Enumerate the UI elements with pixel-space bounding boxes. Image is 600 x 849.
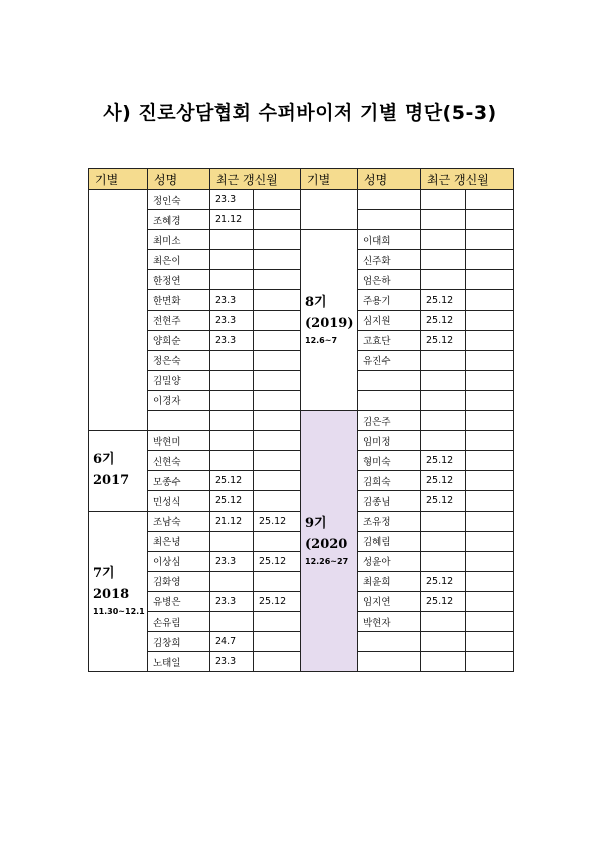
member-name: 한면화 xyxy=(148,290,210,310)
renewal-2 xyxy=(466,652,514,672)
group-cell-g7 xyxy=(89,511,148,672)
group-label: 7기 xyxy=(93,566,115,582)
member-name xyxy=(358,390,421,410)
member-name: 김밀양 xyxy=(148,370,210,390)
renewal-1 xyxy=(210,611,254,631)
renewal-1: 23.3 xyxy=(210,652,254,672)
renewal-1 xyxy=(210,411,254,431)
member-name: 이경자 xyxy=(148,390,210,410)
member-name: 신현숙 xyxy=(148,451,210,471)
renewal-2 xyxy=(466,250,514,270)
page-title: 사) 진로상담협회 수퍼바이저 기별 명단(5-3) xyxy=(103,102,497,124)
renewal-2 xyxy=(466,230,514,250)
group-dates: 11.30~12.1 xyxy=(93,606,145,616)
member-name: 최윤희 xyxy=(358,571,421,591)
group-cell-g8 xyxy=(301,230,358,411)
renewal-1: 25.12 xyxy=(421,310,466,330)
renewal-1: 25.12 xyxy=(421,290,466,310)
renewal-2 xyxy=(254,250,301,270)
renewal-2 xyxy=(466,310,514,330)
renewal-2 xyxy=(466,632,514,652)
renewal-1: 25.12 xyxy=(210,471,254,491)
renewal-1: 23.3 xyxy=(210,591,254,611)
member-name xyxy=(148,411,210,431)
member-name: 김희숙 xyxy=(358,471,421,491)
group-year: 2017 xyxy=(93,472,130,488)
member-name: 주용기 xyxy=(358,290,421,310)
renewal-1: 25.12 xyxy=(421,451,466,471)
header-renewal: 최근 갱신월 xyxy=(210,169,301,190)
renewal-1 xyxy=(210,431,254,451)
member-name: 이대희 xyxy=(358,230,421,250)
renewal-2 xyxy=(254,330,301,350)
renewal-2 xyxy=(254,390,301,410)
renewal-2 xyxy=(466,531,514,551)
renewal-1 xyxy=(210,350,254,370)
group-label: 8기 xyxy=(305,294,327,310)
renewal-1 xyxy=(210,270,254,290)
table-row xyxy=(89,230,514,250)
member-name xyxy=(358,652,421,672)
member-name: 형미숙 xyxy=(358,451,421,471)
renewal-1 xyxy=(421,190,466,210)
renewal-2 xyxy=(466,431,514,451)
renewal-1 xyxy=(210,531,254,551)
renewal-1 xyxy=(421,230,466,250)
renewal-1: 25.12 xyxy=(421,491,466,511)
renewal-2 xyxy=(466,451,514,471)
renewal-1 xyxy=(210,571,254,591)
renewal-1 xyxy=(421,531,466,551)
renewal-1 xyxy=(421,611,466,631)
renewal-2 xyxy=(466,571,514,591)
renewal-1 xyxy=(421,411,466,431)
member-name: 조유정 xyxy=(358,511,421,531)
member-name: 양희순 xyxy=(148,330,210,350)
renewal-2 xyxy=(466,411,514,431)
renewal-2 xyxy=(466,511,514,531)
header-row xyxy=(89,169,514,190)
member-name: 박현자 xyxy=(358,611,421,631)
renewal-1: 23.3 xyxy=(210,310,254,330)
renewal-1 xyxy=(421,511,466,531)
group-dates: 12.26~27 xyxy=(305,556,349,566)
renewal-1 xyxy=(421,250,466,270)
renewal-1 xyxy=(421,652,466,672)
member-name: 엄은하 xyxy=(358,270,421,290)
renewal-2 xyxy=(466,290,514,310)
renewal-1 xyxy=(421,210,466,230)
renewal-1 xyxy=(210,451,254,471)
renewal-2 xyxy=(466,210,514,230)
group-year: (2020 xyxy=(305,536,348,552)
renewal-2 xyxy=(466,491,514,511)
group-cell-empty xyxy=(301,190,358,230)
renewal-1 xyxy=(421,390,466,410)
renewal-2 xyxy=(466,611,514,631)
group-label: 6기 xyxy=(93,452,115,468)
renewal-2 xyxy=(466,551,514,571)
renewal-2: 25.12 xyxy=(254,511,301,531)
renewal-1 xyxy=(421,270,466,290)
renewal-2 xyxy=(254,190,301,210)
header-renewal-2: 최근 갱신월 xyxy=(421,169,514,190)
group-cell-g6 xyxy=(89,431,148,511)
renewal-1: 21.12 xyxy=(210,210,254,230)
renewal-1 xyxy=(421,431,466,451)
member-name: 김종님 xyxy=(358,491,421,511)
renewal-2 xyxy=(254,611,301,631)
member-name: 유진수 xyxy=(358,350,421,370)
table-row xyxy=(89,190,514,210)
renewal-2 xyxy=(254,652,301,672)
renewal-1 xyxy=(210,250,254,270)
renewal-2 xyxy=(466,350,514,370)
header-group: 기별 xyxy=(89,169,148,190)
group-year: 2018 xyxy=(93,586,130,602)
renewal-2: 25.12 xyxy=(254,591,301,611)
member-name xyxy=(358,190,421,210)
member-name: 임미정 xyxy=(358,431,421,451)
renewal-2 xyxy=(466,370,514,390)
renewal-1: 23.3 xyxy=(210,190,254,210)
renewal-2 xyxy=(254,451,301,471)
renewal-2 xyxy=(466,471,514,491)
roster-table xyxy=(88,168,514,672)
member-name: 노태일 xyxy=(148,652,210,672)
member-name: 김은주 xyxy=(358,411,421,431)
renewal-1 xyxy=(210,370,254,390)
renewal-1: 24.7 xyxy=(210,632,254,652)
member-name: 이상심 xyxy=(148,551,210,571)
header-group-2: 기별 xyxy=(301,169,358,190)
member-name: 조남숙 xyxy=(148,511,210,531)
renewal-2 xyxy=(254,431,301,451)
renewal-1: 25.12 xyxy=(421,330,466,350)
renewal-2 xyxy=(254,411,301,431)
renewal-1: 23.3 xyxy=(210,551,254,571)
member-name: 손유림 xyxy=(148,611,210,631)
member-name: 고효단 xyxy=(358,330,421,350)
member-name: 정은숙 xyxy=(148,350,210,370)
renewal-2 xyxy=(254,471,301,491)
renewal-2 xyxy=(254,290,301,310)
renewal-1 xyxy=(421,632,466,652)
renewal-1 xyxy=(210,390,254,410)
renewal-1 xyxy=(421,370,466,390)
member-name: 전현주 xyxy=(148,310,210,330)
renewal-1: 25.12 xyxy=(421,591,466,611)
member-name: 조혜경 xyxy=(148,210,210,230)
member-name: 모종수 xyxy=(148,471,210,491)
renewal-1 xyxy=(421,350,466,370)
renewal-2 xyxy=(254,531,301,551)
renewal-2 xyxy=(254,210,301,230)
renewal-2 xyxy=(466,390,514,410)
renewal-2 xyxy=(466,330,514,350)
table-row xyxy=(89,411,514,431)
renewal-2: 25.12 xyxy=(254,551,301,571)
member-name: 심지원 xyxy=(358,310,421,330)
group-cell-empty xyxy=(89,190,148,431)
group-cell-g9 xyxy=(301,411,358,672)
renewal-1: 25.12 xyxy=(421,571,466,591)
renewal-2 xyxy=(254,632,301,652)
member-name: 유병은 xyxy=(148,591,210,611)
renewal-2 xyxy=(466,270,514,290)
renewal-2 xyxy=(466,591,514,611)
member-name: 임지연 xyxy=(358,591,421,611)
member-name xyxy=(358,632,421,652)
renewal-2 xyxy=(254,270,301,290)
group-dates: 12.6~7 xyxy=(305,335,338,345)
member-name: 김화영 xyxy=(148,571,210,591)
renewal-2 xyxy=(254,310,301,330)
member-name: 김혜림 xyxy=(358,531,421,551)
renewal-1 xyxy=(210,230,254,250)
member-name: 최미소 xyxy=(148,230,210,250)
header-name-2: 성명 xyxy=(358,169,421,190)
member-name: 성윤아 xyxy=(358,551,421,571)
renewal-1: 23.3 xyxy=(210,290,254,310)
renewal-2 xyxy=(254,571,301,591)
member-name: 김창희 xyxy=(148,632,210,652)
member-name: 최은녕 xyxy=(148,531,210,551)
member-name: 박현미 xyxy=(148,431,210,451)
group-year: (2019) xyxy=(305,315,354,331)
member-name: 한정연 xyxy=(148,270,210,290)
renewal-1: 23.3 xyxy=(210,330,254,350)
header-name: 성명 xyxy=(148,169,210,190)
member-name: 신주화 xyxy=(358,250,421,270)
member-name: 민성식 xyxy=(148,491,210,511)
renewal-2 xyxy=(254,350,301,370)
renewal-2 xyxy=(254,491,301,511)
renewal-1 xyxy=(421,551,466,571)
member-name xyxy=(358,370,421,390)
group-label: 9기 xyxy=(305,515,327,531)
renewal-1: 25.12 xyxy=(421,471,466,491)
renewal-2 xyxy=(254,230,301,250)
member-name xyxy=(358,210,421,230)
renewal-1: 25.12 xyxy=(210,491,254,511)
renewal-1: 21.12 xyxy=(210,511,254,531)
renewal-2 xyxy=(466,190,514,210)
member-name: 정인숙 xyxy=(148,190,210,210)
member-name: 최은이 xyxy=(148,250,210,270)
renewal-2 xyxy=(254,370,301,390)
